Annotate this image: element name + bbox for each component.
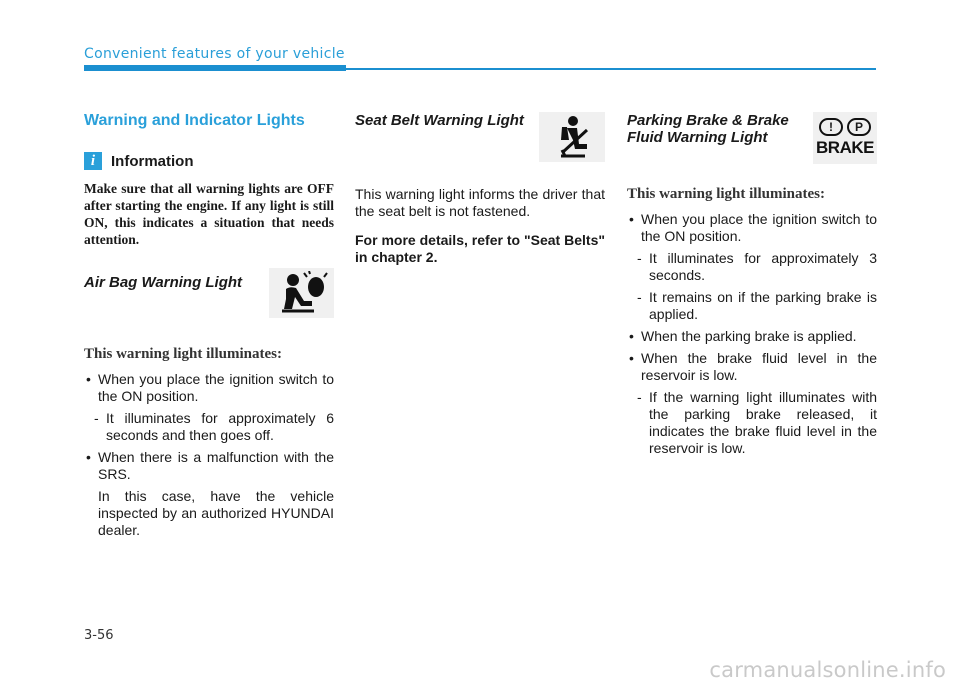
airbag-heading-block [84,274,334,334]
parking-brake-heading-line2: Fluid Warning Light [627,129,768,146]
header-rule-thick [84,65,346,71]
list-subitem-text: It remains on if the parking brake is applied. [649,289,877,322]
parking-brake-warning-icon [813,112,877,164]
exclamation-icon: ! [819,118,843,136]
info-icon: i [84,152,102,170]
section-title: Warning and Indicator Lights [84,112,305,129]
column-left [84,108,334,539]
brake-label-icon: BRAKE [816,138,874,157]
list-item: • When the parking brake is applied. [627,328,877,345]
page-number: 3-56 [84,628,114,643]
list-subitem-text: If the warning light illuminates with the parking brake released, it indicates the brake fluid level in the reservoir is low. [649,389,877,456]
brake-illuminates-label: This warning light illuminates: [627,186,825,202]
seatbelt-body: This warning light informs the driver that the seat belt is not fastened. [355,186,605,219]
list-subitem: - It illuminates for approximately 6 seconds and then goes off. [94,410,334,443]
information-label: Information [111,152,194,170]
parking-p-icon: P [847,118,871,136]
seatbelt-heading: Seat Belt Warning Light [355,112,524,129]
list-item: • When you place the ignition switch to the ON position. [627,211,877,245]
list-item: • When you place the ignition switch to the ON position. [84,371,334,405]
list-subitem-text: It illuminates for approximately 3 seconds. [649,250,877,283]
list-subitem: - If the warning light illuminates with the parking brake released, it indicates the brake fluid level in the reservoir is low. [637,389,877,456]
watermark: carmanualsonline.info [709,658,946,682]
parking-brake-heading-line1: Parking Brake & Brake [627,112,789,129]
seat-belt-warning-icon [539,112,605,162]
list-item: • When there is a malfunction with the SRS. [84,449,334,483]
parking-brake-heading-block [627,112,877,176]
header-rule-thin [346,68,876,70]
information-text: Make sure that all warning lights are OFF after starting the engine. If any light is still ON, this indicates a situation that needs attention. [84,181,334,247]
airbag-heading: Air Bag Warning Light [84,274,243,291]
list-subitem: - It illuminates for approximately 3 seconds. [637,250,877,283]
airbag-illuminates-label: This warning light illuminates: [84,346,282,362]
brake-list [627,211,877,457]
header-title: Convenient features of your vehicle [84,46,345,62]
column-right [627,108,877,457]
list-subitem-text: It illuminates for approximately 6 seconds and then goes off. [106,410,334,443]
airbag-list [84,371,334,539]
seatbelt-heading-block [355,112,605,172]
list-subitem: - It remains on if the parking brake is applied. [637,289,877,322]
seatbelt-note: For more details, refer to "Seat Belts" in chapter 2. [355,232,605,265]
information-header [84,152,334,170]
list-note: In this case, have the vehicle inspected by an authorized HYUNDAI dealer. [98,488,334,538]
list-item: • When the brake fluid level in the reservoir is low. [627,350,877,384]
column-middle [355,108,605,266]
airbag-warning-icon [269,268,334,318]
